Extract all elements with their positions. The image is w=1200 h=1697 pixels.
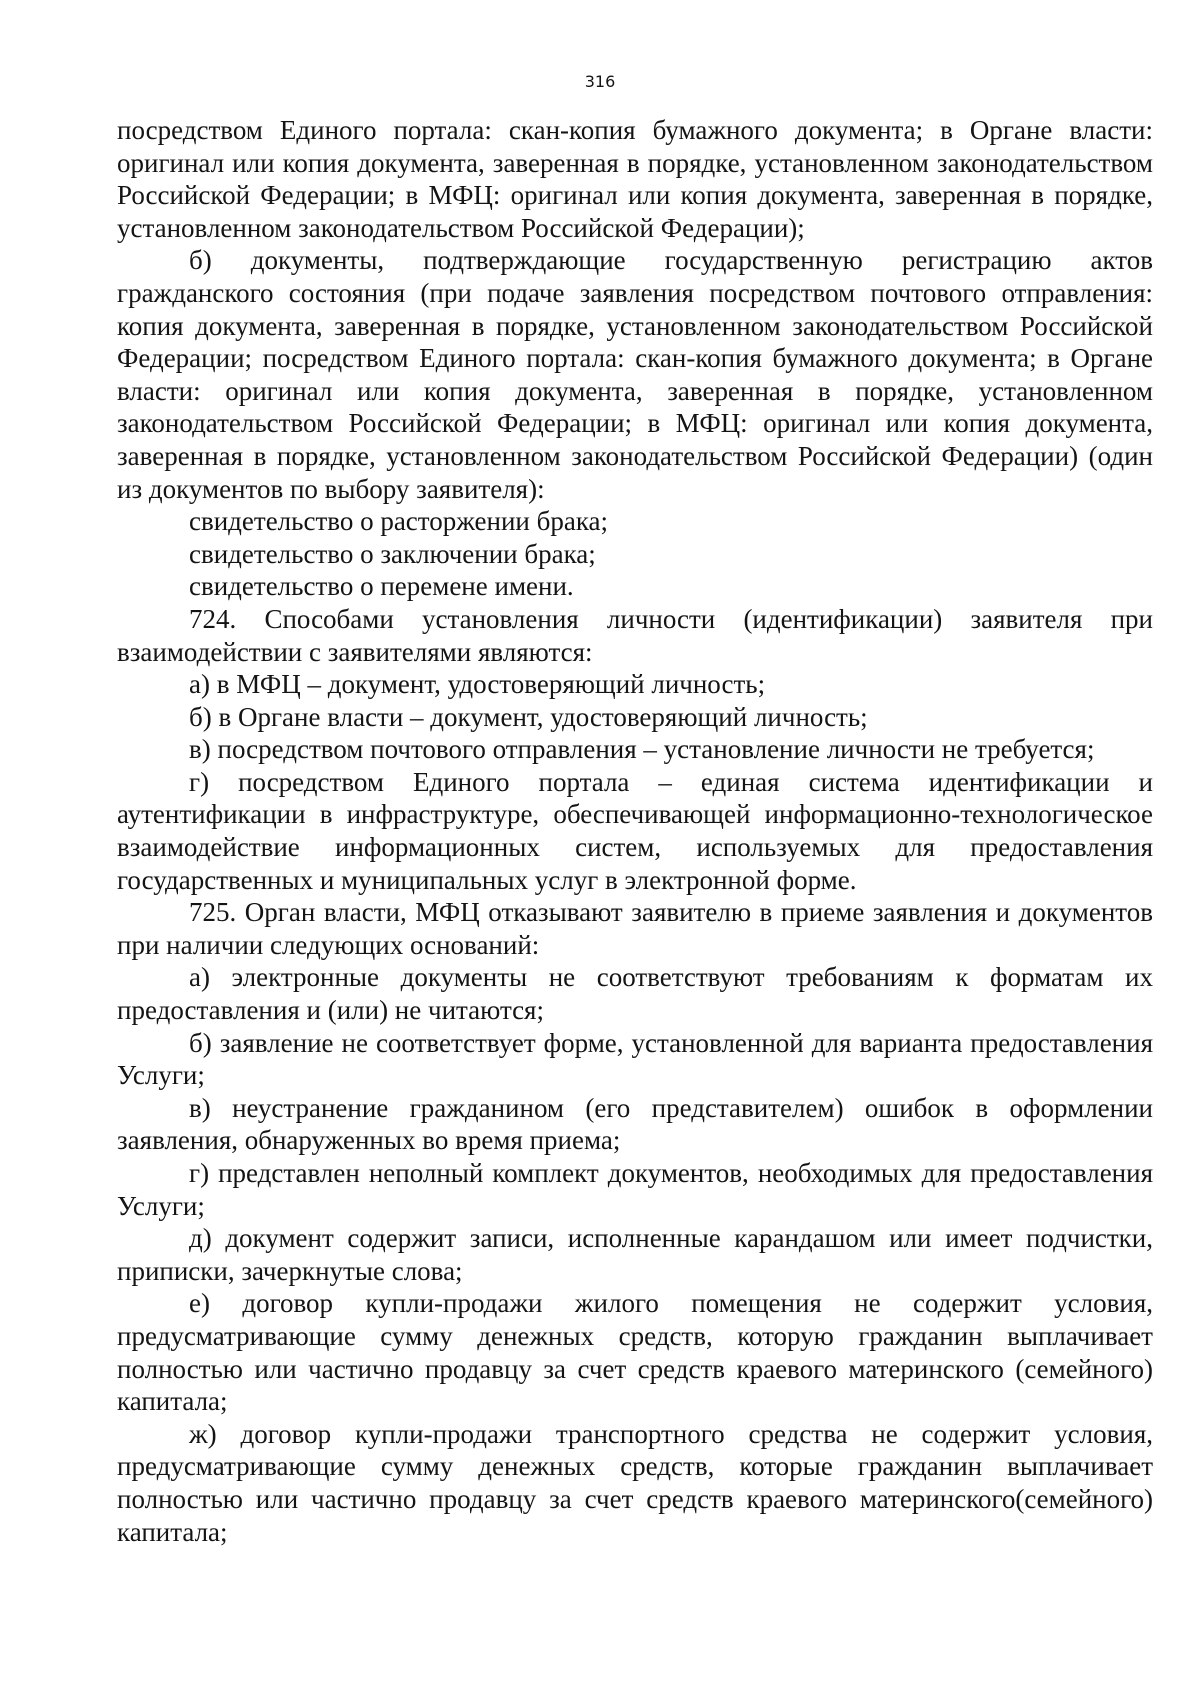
paragraph: б) документы, подтверждающие государственную регистрацию актов гражданского состояния (при подаче заявления посредством почтового отправления: копия документа, заверенная в порядке, установленном законодательством Российской Федерации; посредством Единого портала: скан-копия бумажного документа; в Органе власти: оригинал или копия документа, заверенная в порядке, установленном законодательством Российской Федерации; в МФЦ: оригинал или копия документа, заверенная в порядке, установленном законодательством Российской Федерации) (один из документов по выбору заявителя): bbox=[117, 245, 1153, 504]
list-item: ж) договор купли-продажи транспортного средства не содержит условия, предусматривающие сумму денежных средств, которые гражданин выплачивает полностью или частично продавцу за счет средств краевого материнского(семейного) капитала; bbox=[117, 1418, 1153, 1547]
list-item: е) договор купли-продажи жилого помещения не содержит условия, предусматривающие сумму денежных средств, которую гражданин выплачивает полностью или частично продавцу за счет средств краевого материнского (семейного) капитала; bbox=[117, 1288, 1153, 1417]
list-item: в) посредством почтового отправления – установление личности не требуется; bbox=[189, 734, 1095, 765]
list-item: б) заявление не соответствует форме, установленной для варианта предоставления Услуги; bbox=[117, 1027, 1153, 1091]
list-item: г) представлен неполный комплект документов, необходимых для предоставления Услуги; bbox=[117, 1158, 1153, 1221]
list-item: свидетельство о расторжении брака; bbox=[189, 506, 609, 537]
list-item: д) документ содержит записи, исполненные карандашом или имеет подчистки, приписки, зачеркнутые слова; bbox=[117, 1223, 1153, 1286]
list-item: г) посредством Единого портала – единая система идентификации и аутентификации в инфраструктуре, обеспечивающей информационно-технологическое взаимодействие информационных систем, используемых для предоставления государственных и муниципальных услуг в электронной форме. bbox=[117, 766, 1153, 895]
list-item: свидетельство о перемене имени. bbox=[189, 571, 574, 602]
list-item: а) электронные документы не соответствуют требованиям к форматам их предоставления и (или) не читаются; bbox=[117, 962, 1153, 1026]
paragraph-724: 724. Способами установления личности (идентификации) заявителя при взаимодействии с заявителями являются: bbox=[117, 603, 1153, 667]
list-item: свидетельство о заключении брака; bbox=[189, 538, 596, 569]
list-item: а) в МФЦ – документ, удостоверяющий личность; bbox=[189, 669, 766, 700]
paragraph-725: 725. Орган власти, МФЦ отказывают заявителю в приеме заявления и документов при наличии следующих оснований: bbox=[117, 897, 1153, 960]
list-item: в) неустранение гражданином (его представителем) ошибок в оформлении заявления, обнаруженных во время приема; bbox=[117, 1092, 1153, 1156]
list-item: б) в Органе власти – документ, удостоверяющий личность; bbox=[189, 701, 868, 732]
page-number: 316 bbox=[584, 72, 616, 91]
document-body bbox=[117, 114, 1153, 1548]
paragraph: посредством Единого портала: скан-копия бумажного документа; в Органе власти: оригинал или копия документа, заверенная в порядке, установленном законодательством Российской Федерации; в МФЦ: оригинал или копия документа, заверенная в порядке, установленном законодательством Российской Федерации); bbox=[117, 115, 1153, 243]
